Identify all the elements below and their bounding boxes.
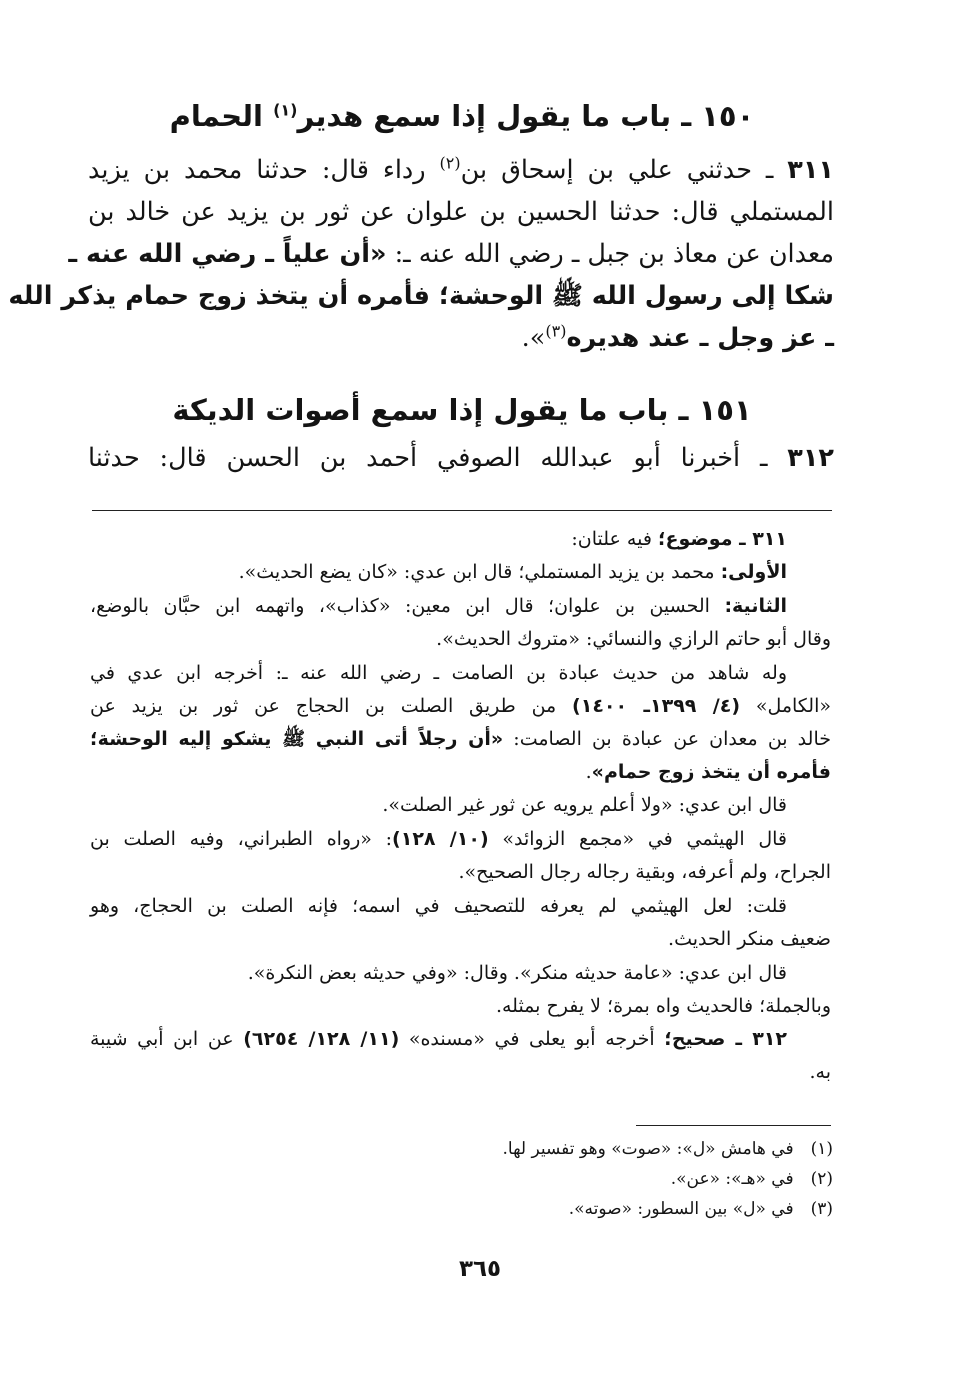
commentary-line: الجراح، ولم أعرفه، وبقية رجاله رجال الصحيح».	[458, 861, 831, 883]
commentary-line: قلت: لعل الهيثمي لم يعرفه للتصحيف في اسمه؛ فإنه الصلت بن الحجاج، وهو	[90, 895, 787, 917]
commentary-text: : «رواه الطبراني، وفيه الصلت بن	[90, 828, 393, 850]
hadith-311-number: ٣١١	[787, 155, 834, 185]
commentary-line: وبالجملة؛ فالحديث واه بمرة؛ لا يفرح بمثله.	[495, 995, 831, 1017]
commentary-text: محمد بن يزيد المستملي؛ قال ابن عدي: «كان يضع الحديث».	[238, 561, 721, 583]
hadith-311-line-4: شكا إلى رسول الله ﷺ الوحشة؛ فأمره أن يتخذ زوج حمام يذكر الله	[8, 281, 834, 311]
hadith-311-line-2: المستملي قال: حدثنا الحسين بن علوان عن ثور بن يزيد عن خالد بن	[88, 197, 834, 227]
citation-reference: (١١/ ١٢٨/ ٦٢٥٤)	[243, 1028, 400, 1050]
commentary-text: فيه علتان:	[571, 528, 658, 550]
footnote-marker-3: (٣)	[545, 321, 567, 341]
commentary-line: وقال أبو حاتم الرازي والنسائي: «متروك الحديث».	[436, 628, 831, 650]
section-150-heading	[90, 96, 834, 136]
commentary-label: الثانية:	[724, 595, 787, 617]
citation-reference: (٤/ ١٣٩٩ـ ١٤٠٠)	[572, 695, 741, 717]
section-150-title-start: ١٥٠ ـ باب ما يقول إذا سمع هدير	[297, 99, 755, 133]
footnote-marker-2: (٢)	[439, 153, 461, 173]
footnote-number: (١)	[810, 1139, 833, 1159]
hadith-311-matn: «أن علياً ـ رضي الله عنه ـ	[68, 239, 387, 269]
commentary-text: من طريق الصلت بن الحجاج عن ثور بن يزيد عن	[90, 695, 573, 717]
commentary-line	[90, 1024, 787, 1054]
footnote-1	[300, 1134, 833, 1164]
section-150-title-end: الحمام	[169, 99, 274, 133]
takhrij-311-label: ٣١١ ـ موضوع؛	[657, 528, 787, 550]
commentary-text: .	[585, 761, 592, 783]
footnote-number: (٢)	[810, 1169, 833, 1189]
commentary-line	[90, 824, 787, 854]
hadith-311-text: رداء قال: حدثنا محمد بن يزيد	[88, 155, 440, 185]
commentary-text: عن ابن أبي شيبة	[90, 1028, 244, 1050]
commentary-line: قال ابن عدي: «ولا أعلم يرويه عن ثور غير الصلت».	[382, 794, 787, 816]
commentary-line: قال ابن عدي: «عامة حديثه منكر». وقال: «وفي حديثه بعض النكرة».	[247, 962, 787, 984]
hadith-312-line-1	[88, 438, 834, 478]
commentary-text: «الكامل»	[740, 695, 831, 717]
footnote-marker-1: (١)	[273, 100, 298, 120]
commentary-text: قال الهيثمي في «مجمع الزوائد»	[488, 828, 787, 850]
commentary-line	[90, 524, 787, 554]
commentary-label: الأولى:	[720, 561, 787, 583]
commentary-line: وله شاهد من حديث عبادة بن الصامت ـ رضي الله عنه ـ: أخرجه ابن عدي في	[90, 662, 787, 684]
hadith-311-matn: ـ عز وجل ـ عند هديره	[566, 323, 834, 353]
commentary-matn: فأمره أن يتخذ زوج حمام»	[591, 761, 831, 783]
section-151-heading: ١٥١ ـ باب ما يقول إذا سمع أصوات الديكة	[172, 393, 752, 427]
hadith-312-number: ٣١٢	[787, 443, 834, 473]
page-number: ٣٦٥	[458, 1256, 502, 1282]
hadith-311-text: ـ حدثني علي بن إسحاق بن	[460, 155, 788, 185]
hadith-311-text: ».	[521, 323, 546, 353]
commentary-text: الحسين بن علوان؛ قال ابن معين: «كذاب»، واتهمه ابن حبَّان بالوضع،	[90, 595, 725, 617]
hadith-311-text: معدان عن معاذ بن جبل ـ رضي الله عنه ـ:	[386, 239, 834, 269]
footnotes-separator	[636, 1125, 831, 1126]
footnote-2	[300, 1164, 833, 1194]
commentary-line: به.	[809, 1061, 831, 1083]
commentary-text: خالد بن معدان عن عبادة بن الصامت:	[503, 728, 831, 750]
footnote-text: في «هـ»: «عن».	[670, 1169, 794, 1189]
citation-reference: (١٠/ ١٢٨)	[392, 828, 489, 850]
footnote-separator	[92, 510, 832, 511]
commentary-text: أخرجه أبو يعلى في «مسنده»	[399, 1028, 665, 1050]
footnote-3	[300, 1194, 833, 1224]
footnote-number: (٣)	[810, 1199, 833, 1219]
commentary-line	[90, 691, 831, 721]
footnote-text: في «ل» بين السطور: «صوته».	[568, 1199, 794, 1219]
hadith-311-line-5	[88, 318, 834, 358]
commentary-line	[90, 557, 787, 587]
footnote-text: في هامش «ل»: «صوت» وهو تفسير لها.	[502, 1139, 794, 1159]
commentary-matn: «أن رجلاً أتى النبي ﷺ يشكو إليه الوحشة؛	[90, 728, 504, 750]
commentary-line	[90, 724, 831, 754]
commentary-line	[90, 591, 787, 621]
hadith-312-text: ـ أخبرنا أبو عبدالله الصوفي أحمد بن الحسن قال: حدثنا	[88, 443, 788, 473]
hadith-311-line-1	[88, 150, 834, 190]
hadith-311-line-3	[68, 234, 834, 274]
commentary-line: ضعيف منكر الحديث.	[668, 928, 831, 950]
commentary-line	[90, 757, 831, 787]
takhrij-312-label: ٣١٢ ـ صحيح؛	[664, 1028, 787, 1050]
